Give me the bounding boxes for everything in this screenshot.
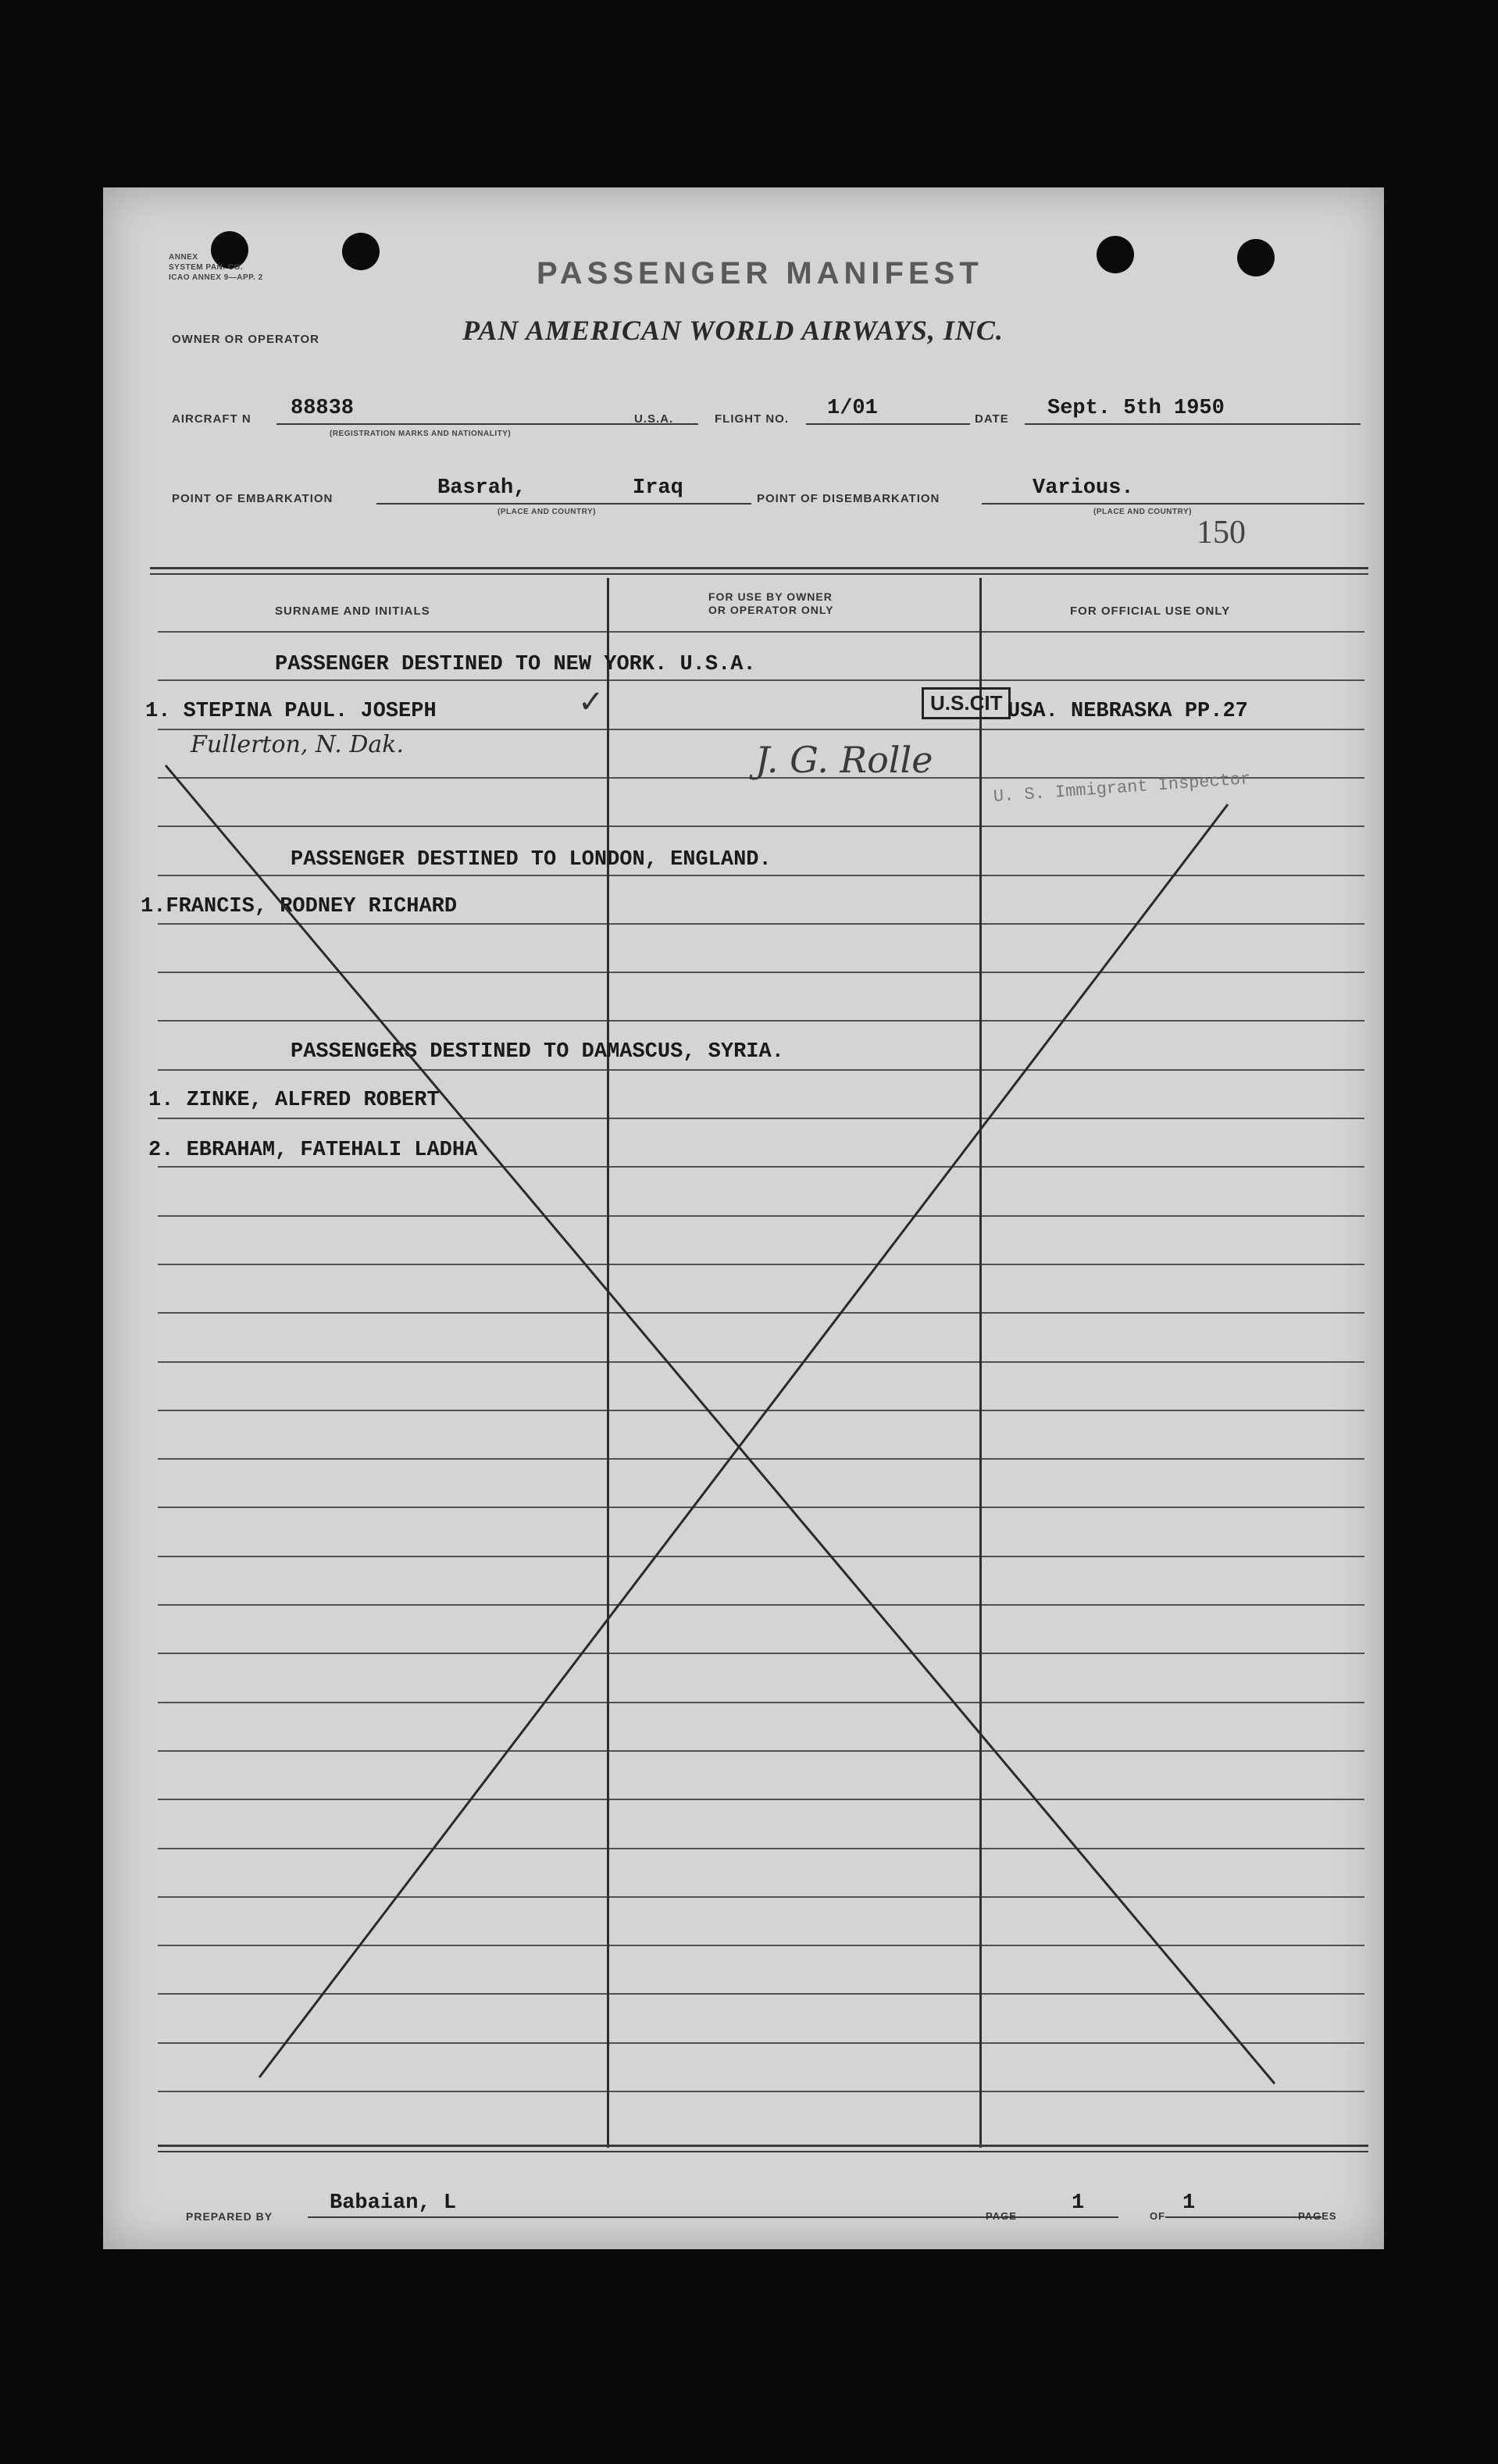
usa-label: U.S.A. [634,412,674,426]
prepared-by-value: Babaian, L [330,2191,457,2215]
passenger-entry: 1. STEPINA PAUL. JOSEPH [145,700,437,723]
embark-note: (PLACE AND COUNTRY) [498,508,596,516]
disembark-note: (PLACE AND COUNTRY) [1093,508,1192,516]
col-header-official: FOR OFFICIAL USE ONLY [1070,604,1231,618]
aircraft-number: 88838 [291,397,355,420]
page-stamp-number: 150 [1197,515,1246,551]
passenger-entry: 1.FRANCIS, RODNEY RICHARD [141,895,458,918]
citizen-stamp: U.S.CIT [922,687,1011,719]
official-entry: USA. NEBRASKA PP.27 [1008,700,1248,723]
registration-note: (REGISTRATION MARKS AND NATIONALITY) [330,430,512,438]
owner-label: OWNER OR OPERATOR [172,333,319,346]
handwritten-residence: Fullerton, N. Dak. [191,731,404,758]
passenger-entry: 2. EBRAHAM, FATEHALI LADHA [148,1139,478,1162]
cross-out-mark [103,187,1384,2249]
col-header-owner-2: OR OPERATOR ONLY [708,604,834,616]
pages-label: PAGES [1298,2210,1337,2222]
of-label: OF [1150,2210,1166,2222]
flight-number: 1/01 [827,397,878,420]
page-underline [1033,2216,1118,2218]
flight-label: FLIGHT NO. [715,412,789,426]
london-heading: PASSENGER DESTINED TO LONDON, ENGLAND. [291,848,772,872]
inspector-signature: J. G. Rolle [755,739,933,781]
aircraft-label: AIRCRAFT N [172,412,251,426]
prepared-underline [308,2216,1086,2218]
page-label: PAGE [986,2210,1017,2222]
inspector-stamp: U. S. Immigrant Inspector [993,769,1252,807]
damascus-heading: PASSENGERS DESTINED TO DAMASCUS, SYRIA. [291,1040,784,1064]
airline-name: PAN AMERICAN WORLD AIRWAYS, INC. [462,315,1004,346]
prepared-by-label: PREPARED BY [186,2210,273,2223]
form-code-3: ICAO ANNEX 9—APP. 2 [169,273,263,282]
form-title: PASSENGER MANIFEST [537,256,983,291]
manifest-paper [103,187,1384,2249]
ny-heading: PASSENGER DESTINED TO NEW YORK. U.S.A. [275,653,756,676]
form-code-1: ANNEX [169,253,198,262]
passenger-entry: 1. ZINKE, ALFRED ROBERT [148,1089,440,1112]
check-mark: ✓ [578,684,605,720]
page-value: 1 [1072,2191,1085,2215]
embark-country: Iraq [633,476,683,500]
disembark-value: Various. [1033,476,1134,500]
col-header-owner-1: FOR USE BY OWNER [708,590,833,603]
date-value: Sept. 5th 1950 [1047,397,1225,420]
embark-label: POINT OF EMBARKATION [172,492,333,505]
form-code-2: SYSTEM PAN. CO. [169,263,244,272]
date-label: DATE [975,412,1009,426]
of-value: 1 [1182,2191,1196,2215]
embark-city: Basrah, [437,476,526,500]
col-header-surname: SURNAME AND INITIALS [275,604,430,618]
disembark-label: POINT OF DISEMBARKATION [757,492,940,505]
